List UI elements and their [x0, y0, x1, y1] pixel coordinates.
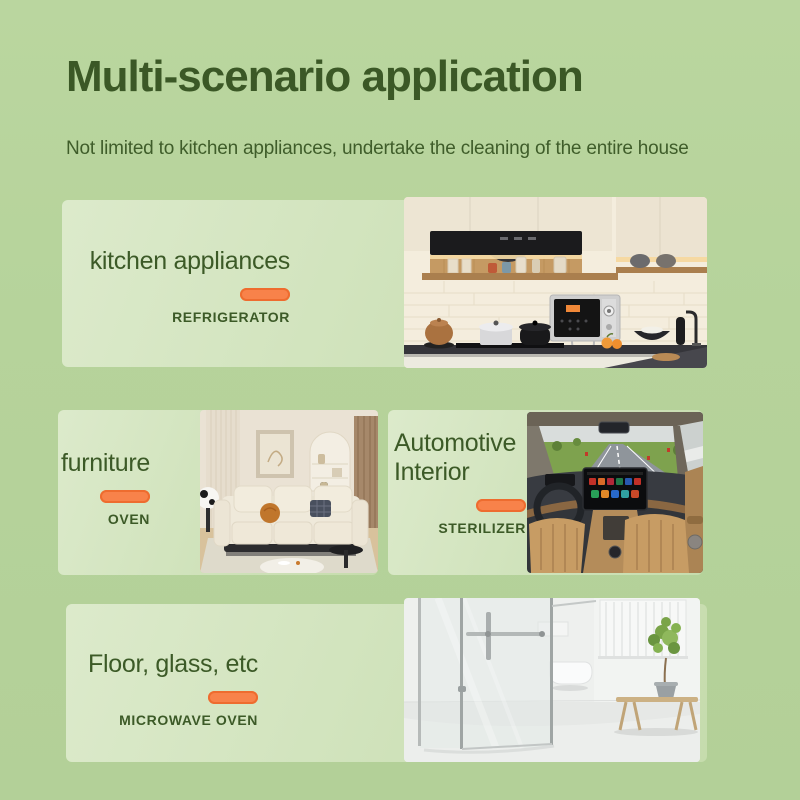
- accent-pill: [208, 691, 258, 704]
- section-heading: Automotive Interior: [394, 429, 517, 486]
- label-block-floor-glass: [88, 650, 258, 728]
- section-tag: STERILIZER: [438, 519, 526, 536]
- section-tag: REFRIGERATOR: [172, 308, 290, 325]
- label-block-furniture: [61, 449, 150, 527]
- bathroom-photo: [404, 598, 700, 762]
- accent-pill: [240, 288, 290, 301]
- section-heading: furniture: [60, 449, 150, 477]
- living-room-photo: [200, 410, 378, 573]
- car-interior-photo: [527, 412, 703, 573]
- label-block-automotive-interior: [394, 429, 526, 536]
- accent-pill: [100, 490, 150, 503]
- section-tag: MICROWAVE OVEN: [119, 711, 258, 728]
- page-title: Multi-scenario application: [66, 52, 583, 101]
- section-heading: Floor, glass, etc: [88, 650, 258, 678]
- page-subtitle: Not limited to kitchen appliances, undertake the cleaning of the entire house: [66, 138, 689, 159]
- label-block-kitchen-appliances: [90, 247, 290, 325]
- accent-pill: [476, 499, 526, 512]
- section-heading: kitchen appliances: [89, 247, 290, 275]
- kitchen-photo: [404, 197, 707, 368]
- section-tag: OVEN: [107, 510, 150, 527]
